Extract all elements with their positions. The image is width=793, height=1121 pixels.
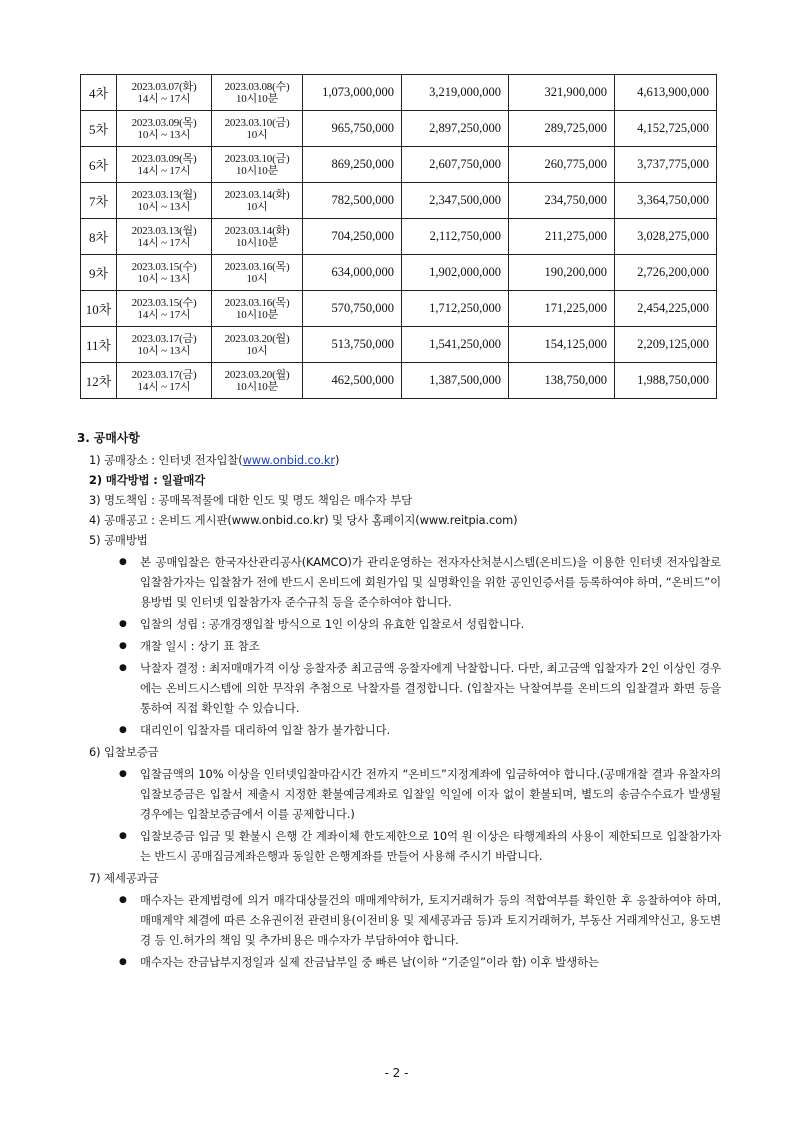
list-item [77,614,727,634]
schedule-body [81,75,717,399]
table-row [81,75,717,111]
opening-time: 10시 [246,128,268,141]
bullet-icon: ● [119,557,127,567]
item-eviction-responsibility: 3) 명도책임 : 공매목적물에 대한 인도 및 명도 책임은 매수자 부담 [89,493,413,507]
amount-cell: 3,364,750,000 [615,183,717,219]
bullet-icon: ● [119,769,127,779]
opening-date: 2023.03.10(금) [224,152,290,165]
amount-cell: 1,712,250,000 [402,291,509,327]
bid-time: 14시 ~ 17시 [137,92,191,105]
opening-time: 10시 [246,272,268,285]
item-taxes: 7) 제세공과금 [89,871,159,885]
amount-cell: 634,000,000 [303,255,402,291]
opening-date: 2023.03.14(화) [224,188,290,201]
item-auction-method: 5) 공매방법 [89,533,148,547]
amount-cell: 869,250,000 [303,147,402,183]
table-row [81,111,717,147]
bullet-icon: ● [119,725,127,735]
bullet-text: 대리인이 입찰자를 대리하여 입찰 참가 불가합니다. [140,723,391,737]
bullet-icon: ● [119,957,127,967]
amount-cell: 2,112,750,000 [402,219,509,255]
bid-period-cell [117,183,212,219]
bid-period-cell [117,111,212,147]
amount-cell: 2,454,225,000 [615,291,717,327]
bid-date: 2023.03.09(목) [131,152,197,165]
bid-period-cell [117,327,212,363]
amount-cell: 2,897,250,000 [402,111,509,147]
opening-date: 2023.03.14(화) [224,224,290,237]
page-number: - 2 - [384,1066,409,1080]
bullet-text: 개찰 일시 : 상기 표 참조 [140,639,260,653]
opening-time: 10시10분 [235,380,279,393]
amount-cell: 3,737,775,000 [615,147,717,183]
bullet-text: 입찰의 성립 : 공개경쟁입찰 방식으로 1인 이상의 유효한 입찰로서 성립합니다. [140,617,525,631]
bid-period-cell [117,291,212,327]
amount-cell: 513,750,000 [303,327,402,363]
opening-cell [212,291,303,327]
amount-cell: 2,726,200,000 [615,255,717,291]
amount-cell: 1,073,000,000 [303,75,402,111]
round-cell: 9차 [81,255,117,291]
opening-cell [212,363,303,399]
amount-cell: 289,725,000 [509,111,615,147]
amount-cell: 2,607,750,000 [402,147,509,183]
bullet-text: 입찰보증금 입금 및 환불시 은행 간 계좌이체 한도제한으로 10억 원 이상은 타행계좌의 사용이 제한되므로 입찰참가자는 반드시 공매집금계좌은행과 동일한 은행계좌를 만들어 사용해 주시기 바랍니다. [140,829,721,863]
bullet-text: 매수자는 관계법령에 의거 매각대상물건의 매매계약허가, 토지거래허가 등의 적합여부를 확인한 후 응찰하여야 하며, 매매계약 체결에 따른 소유권이전 관련비용(이전비용 및 제세공과금 등)과 토지거래허가, 부동산 거래계약신고, 용도변경 등 인.허가의 책임 및 추가비용은 매수자가 부담하여야 합니다. [140,893,721,947]
list-item [77,890,727,950]
bid-deposit-list [77,764,727,866]
amount-cell: 704,250,000 [303,219,402,255]
opening-cell [212,255,303,291]
bid-time: 10시 ~ 13시 [137,200,191,213]
amount-cell: 190,200,000 [509,255,615,291]
bid-time: 14시 ~ 17시 [137,164,191,177]
amount-cell: 1,541,250,000 [402,327,509,363]
list-item [77,720,727,740]
bid-period-cell [117,147,212,183]
round-cell: 6차 [81,147,117,183]
item-auction-place [77,450,727,470]
bid-time: 10시 ~ 13시 [137,272,191,285]
amount-cell: 4,152,725,000 [615,111,717,147]
bid-date: 2023.03.09(목) [131,116,197,129]
item-bid-deposit: 6) 입찰보증금 [89,745,159,759]
section-title: 3. 공매사항 [77,431,140,445]
opening-date: 2023.03.10(금) [224,116,290,129]
opening-cell [212,219,303,255]
bid-period-cell [117,75,212,111]
table-row [81,183,717,219]
bid-date: 2023.03.13(월) [131,224,197,237]
opening-date: 2023.03.16(목) [224,260,290,273]
bullet-icon: ● [119,831,127,841]
bid-time: 14시 ~ 17시 [137,236,191,249]
opening-time: 10시10분 [235,308,279,321]
onbid-link[interactable]: www.onbid.co.kr [242,453,335,467]
opening-cell [212,111,303,147]
item-auction-notice: 4) 공매공고 : 온비드 게시판(www.onbid.co.kr) 및 당사 홈페이지(www.reitpia.com) [89,513,518,527]
amount-cell: 462,500,000 [303,363,402,399]
bullet-text: 낙찰자 결정 : 최저매매가격 이상 응찰자중 최고금액 응찰자에게 낙찰합니다. 다만, 최고금액 입찰자가 2인 이상인 경우에는 온비드시스템에 의한 무작위 추첨으로 낙찰자를 결정합니다. (입찰자는 낙찰여부를 온비드의 입찰결과 화면 등을 통하여 직접 확인할 수 있습니다. [140,661,721,715]
opening-time: 10시10분 [235,236,279,249]
list-item [77,952,727,972]
amount-cell: 260,775,000 [509,147,615,183]
amount-cell: 3,028,275,000 [615,219,717,255]
bid-date: 2023.03.15(수) [131,296,197,309]
bid-date: 2023.03.17(금) [131,332,197,345]
opening-date: 2023.03.20(월) [224,332,290,345]
round-cell: 10차 [81,291,117,327]
opening-cell [212,147,303,183]
amount-cell: 321,900,000 [509,75,615,111]
opening-time: 10시 [246,200,268,213]
amount-cell: 154,125,000 [509,327,615,363]
table-row [81,363,717,399]
opening-cell [212,183,303,219]
amount-cell: 171,225,000 [509,291,615,327]
table-row [81,219,717,255]
round-cell: 5차 [81,111,117,147]
amount-cell: 2,209,125,000 [615,327,717,363]
list-item [77,658,727,718]
opening-date: 2023.03.08(수) [224,80,290,93]
round-cell: 7차 [81,183,117,219]
table-row [81,147,717,183]
auction-terms-section [77,428,727,974]
taxes-list [77,890,727,972]
opening-date: 2023.03.16(목) [224,296,290,309]
amount-cell: 1,387,500,000 [402,363,509,399]
amount-cell: 234,750,000 [509,183,615,219]
bid-date: 2023.03.17(금) [131,368,197,381]
bid-period-cell [117,363,212,399]
round-cell: 11차 [81,327,117,363]
round-cell: 4차 [81,75,117,111]
auction-method-list [77,552,727,740]
bid-period-cell [117,255,212,291]
bullet-icon: ● [119,641,127,651]
amount-cell: 570,750,000 [303,291,402,327]
item-auction-place-suffix: ) [334,453,340,467]
amount-cell: 138,750,000 [509,363,615,399]
bullet-text: 매수자는 잔금납부지정일과 실제 잔금납부일 중 빠른 날(이하 “기준일”이라 함) 이후 발생하는 [140,955,599,969]
item-sale-method: 2) 매각방법 : 일괄매각 [89,473,206,487]
amount-cell: 3,219,000,000 [402,75,509,111]
bullet-icon: ● [119,895,127,905]
opening-cell [212,75,303,111]
amount-cell: 1,902,000,000 [402,255,509,291]
opening-time: 10시 [246,344,268,357]
list-item [77,764,727,824]
amount-cell: 965,750,000 [303,111,402,147]
amount-cell: 4,613,900,000 [615,75,717,111]
bid-time: 14시 ~ 17시 [137,308,191,321]
amount-cell: 782,500,000 [303,183,402,219]
bullet-icon: ● [119,619,127,629]
bid-date: 2023.03.15(수) [131,260,197,273]
auction-schedule-table [80,74,717,399]
amount-cell: 1,988,750,000 [615,363,717,399]
list-item [77,552,727,612]
bullet-text: 본 공매입찰은 한국자산관리공사(KAMCO)가 관리운영하는 전자자산처분시스템(온비드)을 이용한 인터넷 전자입찰로 입찰참가자는 입찰참가 전에 반드시 온비드에 회원가입 및 실명확인을 위한 공인인증서를 등록하여야 하며, “온비드”이용방법 및 인터넷 입찰참가자 준수규칙 등을 준수하여야 합니다. [140,555,721,609]
amount-cell: 211,275,000 [509,219,615,255]
bid-date: 2023.03.13(월) [131,188,197,201]
amount-cell: 2,347,500,000 [402,183,509,219]
opening-time: 10시10분 [235,92,279,105]
bullet-icon: ● [119,663,127,673]
list-item [77,636,727,656]
bid-time: 10시 ~ 13시 [137,128,191,141]
bid-period-cell [117,219,212,255]
list-item [77,826,727,866]
bid-date: 2023.03.07(화) [131,80,197,93]
round-cell: 8차 [81,219,117,255]
opening-cell [212,327,303,363]
bullet-text: 입찰금액의 10% 이상을 인터넷입찰마감시간 전까지 “온비드”지정계좌에 입금하여야 합니다.(공매개찰 결과 유찰자의 입찰보증금은 입찰서 제출시 지정한 환불예금계좌로 입찰일 익일에 이자 없이 환불되며, 별도의 송금수수료가 발생될 경우에는 입찰보증금에서 이를 공제합니다.) [140,767,721,821]
table-row [81,291,717,327]
opening-time: 10시10분 [235,164,279,177]
bid-time: 14시 ~ 17시 [137,380,191,393]
item-auction-place-text: 1) 공매장소 : 인터넷 전자입찰( [89,453,243,467]
round-cell: 12차 [81,363,117,399]
opening-date: 2023.03.20(월) [224,368,290,381]
bid-time: 10시 ~ 13시 [137,344,191,357]
table-row [81,255,717,291]
table-row [81,327,717,363]
